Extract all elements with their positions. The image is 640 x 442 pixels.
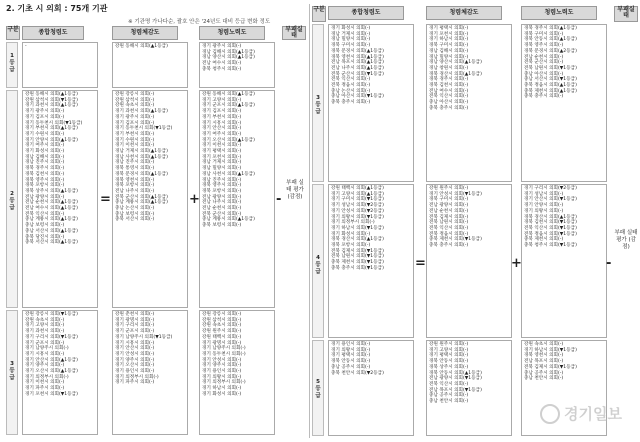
council-entry: 전남 광양시 의회(▼1등급) — [429, 376, 482, 382]
council-entry: 전남 순천시 의회(-) — [429, 208, 469, 214]
council-entry: 충북 천안시 의회(▼2등급) — [331, 370, 384, 376]
council-entry: 전남 순천시 의회(-) — [524, 54, 564, 60]
council-entry: 전남 광양시 의회(-) — [25, 194, 65, 200]
council-entry: 경기 의왕시 의회(-) — [331, 347, 371, 353]
minus-sign-right: - — [606, 256, 612, 271]
council-entry: 충북 정읍시 의회(▲1등급) — [524, 83, 577, 89]
council-entry: 경북 영천시 의회(-) — [115, 177, 155, 183]
header-experience-right: 청렴체감도 — [426, 6, 502, 20]
council-entry: 강원 동해시 의회(▲1등급) — [25, 92, 78, 97]
council-entry: 강원 강릉시 의회(-) — [202, 312, 242, 317]
council-entry: 경남 밀양시 의회(-) — [202, 166, 242, 172]
council-entry: 경기 파주시 의회(-) — [25, 386, 65, 392]
council-entry: 경기 군포시 의회(-) — [25, 340, 65, 346]
council-entry: 충남 아산시 의회(-) — [429, 100, 469, 106]
header-category-right: 구분 — [312, 6, 326, 22]
header-corruption-right: 부패실태 — [614, 6, 638, 22]
council-entry: 경북 김천시 의회(-) — [25, 171, 65, 177]
council-entry: 경남 거제시 의회(▲1등급) — [115, 149, 168, 155]
council-entry: 충북 청주시 의회(-) — [202, 66, 242, 72]
council-entry: 경북 영주시 의회(-) — [25, 177, 65, 183]
council-entry: 경기 남양주시 의회(-) — [25, 346, 69, 352]
council-entry: 경남 진주시 의회(-) — [202, 177, 242, 183]
council-entry: 강원 속초시 의회(-) — [25, 317, 65, 323]
council-entry: 전남 나주시 의회(-) — [202, 200, 242, 206]
council-entry: 경기 하남시 의회(▼1등급) — [331, 225, 384, 231]
council-entry: 경기 평택시 의회(-) — [331, 353, 371, 359]
council-entry: 경기 화성시 의회(-) — [202, 391, 242, 397]
council-entry: 경기 양주시 의회(-) — [202, 363, 242, 369]
council-entry: 경기 이천시 의회(-) — [115, 143, 155, 149]
council-entry: 경기 수원시 의회(-) — [25, 131, 65, 137]
council-entry: 경북 김천시 의회(▼1등급) — [524, 220, 577, 226]
council-entry: 충남 공주시 의회(-) — [429, 393, 469, 399]
corruption-penalty-label: 부패 실태 평가 (감점) — [286, 180, 304, 200]
council-entry: 전남 광양시 의회(-) — [202, 194, 242, 200]
council-entry: 경기 성남시 의회(-) — [524, 191, 564, 197]
council-entry: 경기 화성시 의회(-) — [25, 149, 65, 155]
council-entry: 경북 구미시 의회(-) — [429, 43, 469, 49]
council-entry: 경기 안산시 의회(-) — [115, 346, 155, 352]
council-entry: 경기 남양주시 의회(▼1등급) — [115, 334, 173, 340]
council-entry: 경기 의정부시 의회(-) — [115, 374, 159, 380]
minus-sign: - — [276, 192, 282, 207]
council-entry: 경북 문경시 의회(▲1등급) — [331, 48, 384, 54]
equals-sign: = — [100, 192, 111, 207]
council-entry: 경남 김해시 의회(-) — [429, 48, 469, 54]
council-entry: 경기 포천시 의회(▼1등급) — [25, 391, 78, 397]
council-entry: 경기 구미시 의회(▼1등급) — [331, 197, 384, 203]
council-entry: 경기 의왕시 의회(-) — [202, 374, 242, 380]
council-entry: 경기 구리시 의회(-) — [115, 323, 155, 329]
council-entry: 전북 군산시 의회(-) — [524, 60, 564, 66]
grade-4-label-right: 4 등급 — [312, 184, 324, 338]
council-entry: 경기 양주시 의회(-) — [115, 357, 155, 363]
council-entry: 경기 시흥시 의회(-) — [202, 120, 242, 126]
council-entry: 충북 충주시 의회(-) — [524, 94, 564, 100]
council-entry: 충북 청주시 의회(▼1등급) — [524, 243, 577, 249]
council-entry: 경기 용인시 의회(-) — [331, 342, 371, 347]
council-entry: 경기 오산시 의회(▲1등급) — [25, 369, 78, 375]
council-entry: 전북 익산시 의회(-) — [429, 225, 469, 231]
council-entry: 경북 경산시 의회(▲1등급) — [524, 214, 577, 220]
council-entry: 경기 포천시 의회(-) — [429, 31, 469, 37]
council-entry: 경기 김포시 의회(-) — [115, 120, 155, 126]
council-entry: 전남 목포시 의회(▼1등급) — [429, 387, 482, 393]
council-entry: 경남 거제시 의회(-) — [331, 31, 371, 37]
council-entry: 강원 동해시 의회(▲1등급) — [115, 44, 168, 49]
panel-divider — [309, 4, 310, 438]
council-entry: 경기 의왕시 의회(▼1등급) — [331, 214, 384, 220]
header-category: 구분 — [6, 26, 20, 40]
council-entry: 경기 군포시 의회(▲1등급) — [202, 103, 255, 109]
left-g1-effort — [199, 42, 275, 88]
council-entry: 경기 이천시 의회(-) — [202, 143, 242, 149]
council-entry: 경기 여주시 의회(-) — [202, 131, 242, 137]
council-entry: 경기 김포시 의회(-) — [202, 109, 242, 115]
council-entry: 경기 용인시 의회(-) — [202, 369, 242, 375]
council-entry: 충남 아산시 의회(▼1등급) — [331, 94, 384, 100]
council-entry: 경기 용인시 의회(-) — [115, 369, 155, 375]
left-g2-comprehensive — [22, 90, 98, 308]
council-entry: 경기 성남시 의회(▼2등급) — [331, 203, 384, 209]
council-entry: 경기 동두천시 의회(▼1등급) — [115, 126, 173, 132]
council-entry: 경기 광명시 의회(-) — [202, 340, 242, 346]
council-entry: 경기 부천시 의회(▲1등급) — [25, 126, 78, 132]
plus-sign: + — [189, 192, 200, 207]
council-entry: 강원 춘천시 의회(-) — [115, 312, 155, 317]
council-entry: 경기 구리시 의회(▼1등급) — [25, 334, 78, 340]
council-entry: 경남 김해시 의회(▲1등급) — [202, 49, 255, 55]
council-entry: 충남 천안시 의회(-) — [524, 376, 564, 382]
council-entry: 전북 김제시 의회(-) — [429, 214, 469, 220]
left-g2-effort — [199, 90, 275, 308]
council-entry: 경남 김해시 의회(-) — [25, 154, 65, 160]
council-entry: 경남 창원시 의회(-) — [429, 65, 469, 71]
right-g4-experience — [426, 184, 512, 338]
council-entry: 경남 양산시 의회(▲1등급) — [202, 55, 255, 61]
council-entry: 전북 군산시 의회(-) — [202, 211, 242, 217]
council-entry: 충남 천안시 의회(-) — [429, 399, 469, 405]
council-entry: 경기 시흥시 의회(-) — [115, 340, 155, 346]
left-g3-experience — [112, 310, 188, 435]
council-entry: 경남 진주시 의회(-) — [115, 160, 155, 166]
council-entry: 전북 김제시 의회(▼1등급) — [331, 248, 384, 254]
council-entry: 충북 충주시 의회(▼1등급) — [331, 265, 384, 271]
council-entry: 전북 익산시 의회(-) — [429, 381, 469, 387]
council-entry: 전북 정읍시 의회(▼1등급) — [524, 231, 577, 237]
council-entry: 경기 안양시 의회(▲1등급) — [25, 137, 78, 143]
plus-sign-right: + — [511, 256, 522, 271]
header-comprehensive-right: 종합청렴도 — [328, 6, 404, 20]
council-entry: 전북 정읍시 의회(-) — [331, 83, 371, 89]
header-comprehensive: 종합청렴도 — [22, 26, 84, 40]
council-entry: 경기 부천시 의회(-) — [202, 114, 242, 120]
council-entry: 강원 원주시 의회(-) — [429, 186, 469, 191]
council-entry: 강원 강릉시 의회(-) — [115, 92, 155, 97]
council-entry: 경남 진주시 의회(-) — [25, 160, 65, 166]
council-entry: 강원 속초시 의회(-) — [524, 342, 564, 347]
left-g1-experience — [112, 42, 188, 88]
left-g3-comprehensive — [22, 310, 98, 435]
council-entry: 경남 양산시 의회(▲1등급) — [429, 60, 482, 66]
council-entry: 경기 광주시 의회(-) — [115, 114, 155, 120]
council-entry: 경기 안산시 의회(▼1등급) — [524, 197, 577, 203]
council-entry: 경북 안동시 의회(▲1등급) — [524, 37, 577, 43]
right-g5-experience — [426, 340, 512, 436]
council-entry: 경기 과천시 의회(▲1등급) — [25, 103, 78, 109]
council-entry: 경북 포항시 의회(-) — [25, 183, 65, 189]
council-entry: 경기 고양시 의회(-) — [429, 347, 469, 353]
council-entry: 전북 남원시 의회(▼1등급) — [524, 65, 577, 71]
council-entry: 강원 삼척시 의회(-) — [202, 317, 242, 323]
council-entry: 경북 상주시 의회(-) — [429, 364, 469, 370]
council-entry: 경북 구미시 의회(-) — [429, 197, 469, 203]
council-entry: 경남 밀양시 의회(-) — [331, 37, 371, 43]
council-entry: 경기 안성시 의회(-) — [115, 351, 155, 357]
council-entry: 경기 군포시 의회(-) — [115, 329, 155, 335]
council-entry: 경기 고양시 의회(-) — [25, 323, 65, 329]
council-entry: 경북 경주시 의회(-) — [25, 166, 65, 172]
council-entry: 경기 안산시 의회(-) — [202, 126, 242, 132]
council-entry: 강원 원주시 의회(-) — [202, 329, 242, 335]
council-entry: 충북 제천시 의회(▼1등급) — [429, 237, 482, 243]
council-entry: 경북 경주시 의회(▲1등급) — [524, 26, 577, 31]
council-entry: 전남 나주시 의회(▲1등급) — [331, 65, 384, 71]
council-entry: 전북 익산시 의회(-) — [25, 211, 65, 217]
council-entry: 경기 광명시 의회(-) — [115, 317, 155, 323]
council-entry: 전북 정읍시 의회(-) — [429, 231, 469, 237]
left-g3-effort — [199, 310, 275, 435]
council-entry: 경남 사천시 의회(▲1등급) — [202, 171, 255, 177]
council-entry: 경기 의왕시 의회(-) — [524, 208, 564, 214]
council-entry: 경북 영주시 의회(-) — [524, 43, 564, 49]
council-entry: 경기 화성시 의회(-) — [331, 231, 371, 237]
grade-3-label: 3 등급 — [6, 310, 18, 435]
council-entry: 경기 하남시 의회(▼1등급) — [524, 347, 577, 353]
council-entry: 경남 거제시 의회(-) — [202, 160, 242, 166]
council-entry: 경기 수원시 의회(-) — [115, 137, 155, 143]
council-entry: 전북 남원시 의회(-) — [429, 220, 469, 226]
council-entry: 경기 양주시 의회(-) — [25, 363, 65, 369]
council-entry: 충북 서산시 의회(▲1등급) — [25, 240, 78, 246]
council-entry: 전남 순천시 의회(▲1등급) — [25, 200, 78, 206]
council-entry: 충북 제천시 의회(-) — [524, 237, 564, 243]
council-entry: 강원 동해시 의회(▲1등급) — [202, 92, 255, 97]
council-entry: 경기 안산시 의회(▲1등급) — [25, 357, 78, 363]
council-entry: 충남 서산시 의회(▼1등급) — [524, 77, 577, 83]
council-entry: 경남 사천시 의회(▲1등급) — [115, 154, 168, 160]
council-entry: 전북 군산시 의회(▼1등급) — [331, 71, 384, 77]
council-entry: 충남 계룡시 의회(▲1등급) — [25, 217, 78, 223]
right-g4-comprehensive — [328, 184, 414, 338]
council-entry: 충북 충주시 의회(-) — [429, 243, 469, 249]
right-g3-experience — [426, 24, 512, 182]
council-entry: 경기 광주시 의회(-) — [25, 109, 65, 115]
council-entry: 경기 포천시 의회(-) — [202, 154, 242, 160]
council-entry: 전북 김제시 의회(▼1등급) — [524, 364, 577, 370]
council-entry: 강원 강릉시 의회(▼1등급) — [25, 312, 78, 317]
council-entry: 전남 여수시 의회(-) — [429, 88, 469, 94]
council-entry: 경북 문경시 의회(▲1등급) — [115, 171, 168, 177]
council-entry: 경기 동두천시 의회(▼1등급) — [25, 120, 83, 126]
watermark-logo — [540, 403, 622, 424]
corruption-penalty-label-right: 부패 실태 평가 (감점) — [614, 230, 638, 250]
council-entry: 전북 군산시 의회(▲1등급) — [115, 194, 168, 200]
council-entry: - — [25, 44, 27, 49]
header-experience: 청렴체감도 — [112, 26, 178, 40]
council-entry: 경북 구미시 의회(-) — [331, 43, 371, 49]
council-entry: 경북 영천시 의회(-) — [524, 353, 564, 359]
council-entry: 전남 여수시 의회(▲1등급) — [25, 206, 78, 212]
council-entry: 경기 의정부시 의회(-) — [202, 380, 246, 386]
council-entry: 경기 오산시 의회(-) — [115, 363, 155, 369]
right-g3-effort — [521, 24, 607, 182]
council-entry: 강원 원주시 의회(-) — [429, 342, 469, 347]
council-entry: 충남 논산시 의회(-) — [331, 88, 371, 94]
council-entry: 경기 이천시 의회(-) — [25, 380, 65, 386]
grade-2-label: 2 등급 — [6, 90, 18, 308]
council-entry: 충북 제천시 의회(▲1등급) — [524, 88, 577, 94]
council-entry: 전북 남원시 의회(▼1등급) — [331, 254, 384, 260]
council-entry: 전남 광양시 의회(-) — [429, 203, 469, 209]
council-entry: 전남 목포시 의회(▲1등급) — [331, 60, 384, 66]
council-entry: 경기 시흥시 의회(-) — [25, 351, 65, 357]
council-entry: 충북 충주시 의회(-) — [429, 105, 469, 111]
council-entry: 강원 삼척시 의회(-) — [115, 97, 155, 103]
council-entry: 충남 공주시 의회(-) — [331, 364, 371, 370]
council-entry: 경남 밀양시 의회(-) — [429, 54, 469, 60]
council-entry: 충북 서산시 의회(-) — [115, 217, 155, 223]
council-entry: 전남 여수시 의회(-) — [202, 61, 242, 67]
header-effort: 청렴노력도 — [199, 26, 265, 40]
council-entry: 충남 논산시 의회(-) — [115, 206, 155, 212]
council-entry: 충남 보령시 의회(-) — [115, 211, 155, 217]
council-entry: 경기 하남시 의회(-) — [429, 37, 469, 43]
council-entry: 경기 김포시 의회(-) — [25, 114, 65, 120]
council-entry: 경기 오산시 의회(▲1등급) — [202, 137, 255, 143]
council-entry: 경북 영주시 의회(-) — [202, 183, 242, 189]
council-entry: 경북 포항시 의회(-) — [331, 243, 371, 249]
council-entry: 전남 나주시 의회(-) — [115, 188, 155, 194]
council-entry: 경기 안성시 의회(▼1등급) — [429, 191, 482, 197]
right-g5-comprehensive — [328, 340, 414, 436]
equals-sign-right: = — [415, 256, 426, 271]
watermark-circle-icon — [540, 404, 560, 424]
grade-1-label: 1 등급 — [6, 42, 18, 88]
council-entry: 경기 부천시 의회(-) — [115, 131, 155, 137]
council-entry: 경기 구리시 의회(▼2등급) — [524, 186, 577, 191]
council-entry: 경북 안동시 의회(▲1등급) — [429, 370, 482, 376]
right-g4-effort — [521, 184, 607, 338]
council-entry: 충남 서산시 의회(▲1등급) — [25, 228, 78, 234]
header-effort-right: 청렴노력도 — [521, 6, 597, 20]
council-entry: 전북 익산시 의회(-) — [429, 94, 469, 100]
council-entry: 경기 하남시 의회(-) — [202, 386, 242, 392]
left-g2-experience — [112, 90, 188, 308]
council-entry: 경기 여주시 의회(-) — [25, 143, 65, 149]
council-entry: 충남 계룡시 의회(▲1등급) — [115, 200, 168, 206]
header-corruption: 부패실태 — [282, 26, 306, 40]
council-entry: 충북 당진시 의회(-) — [25, 234, 65, 240]
watermark-text: 경기일보 — [564, 405, 622, 423]
council-entry: 경기 안성시 의회(-) — [202, 357, 242, 363]
council-entry: 충남 공주시 의회(-) — [524, 370, 564, 376]
council-entry: 경기 고양시 의회(-) — [202, 97, 242, 103]
council-entry: 경기 안성시 의회(▼2등급) — [331, 208, 384, 214]
council-entry: 경북 구미시 의회(-) — [524, 31, 564, 37]
council-entry: 경기 고양시 의회(▲1등급) — [331, 191, 384, 197]
council-entry: 경기 평택시 의회(-) — [429, 26, 469, 31]
council-entry: 경기 의정부시 의회(-) — [25, 374, 69, 380]
council-entry: 강원 삼척시 의회(▼1등급) — [25, 97, 78, 103]
council-entry: 경북 영천시 의회(▲1등급) — [331, 54, 384, 60]
council-entry: 경북 경산시 의회(▲1등급) — [331, 237, 384, 243]
council-entry: 경북 문경시 의회(▲2등급) — [524, 48, 577, 54]
council-entry: 경기 동두천시 의회(-) — [202, 351, 246, 357]
council-entry: 전남 목포시 의회(-) — [524, 359, 564, 365]
council-entry: 경북 안동시 의회(-) — [429, 359, 469, 365]
council-entry: 경기 파주시 의회(-) — [115, 380, 155, 386]
council-entry: 전남 순천시 의회(-) — [202, 206, 242, 212]
council-entry: 경기 평택시 의회(-) — [429, 353, 469, 359]
council-entry: 전북 익산시 의회(▼1등급) — [524, 225, 577, 231]
council-entry: 강원 태백시 의회(▲1등급) — [331, 186, 384, 191]
council-entry: 충북 제천시 의회(▼1등급) — [331, 260, 384, 266]
council-entry: 경기 화성시 의회(-) — [331, 26, 371, 31]
council-entry: 경기 과천시 의회(▲1등급) — [115, 109, 168, 115]
council-entry: 강원 속초시 의회(-) — [115, 103, 155, 109]
council-entry: 강원 태백시 의회(-) — [202, 334, 242, 340]
council-entry: 경기 평택시 의회(-) — [202, 149, 242, 155]
council-entry: 충남 보령시 의회(-) — [25, 223, 65, 229]
council-entry: 경기 의정부시 의회(-) — [331, 220, 375, 226]
council-entry: 경북 경주시 의회(-) — [429, 77, 469, 83]
council-entry: 경북 안동시 의회(-) — [331, 359, 371, 365]
council-entry: 경북 통영시 의회(-) — [115, 166, 155, 172]
council-entry: 경기 과천시 의회(-) — [25, 329, 65, 335]
council-entry: 경북 경산시 의회(▲1등급) — [429, 71, 482, 77]
grade-5-label-right: 5 등급 — [312, 340, 324, 436]
sort-note: ※ 기관명 가나다순, 괄호 안은 '24년도 대비 등급 변화 정도 — [128, 19, 271, 25]
council-entry: 경기 남양주시 의회(-) — [202, 346, 246, 352]
council-entry: 충북 보령시 의회(-) — [202, 223, 242, 229]
council-entry: 충남 계룡시 의회(▲1등급) — [202, 217, 255, 223]
council-entry: 경북 김천시 의회(-) — [429, 83, 469, 89]
council-entry: 충북 충주시 의회(-) — [331, 100, 371, 106]
council-entry: 경기 안양시 의회(-) — [524, 203, 564, 209]
page-title: 2. 기초 시 의회 : 75개 기관 — [6, 4, 108, 13]
council-entry: 경기 광주시 의회(-) — [202, 44, 242, 49]
council-entry: 경북 포항시 의회(-) — [202, 188, 242, 194]
council-entry: 경북 포항시 의회(-) — [115, 183, 155, 189]
council-entry: 충남 아산시 의회(-) — [524, 71, 564, 77]
left-g1-comprehensive — [22, 42, 98, 88]
council-entry: 강원 속초시 의회(-) — [202, 323, 242, 329]
right-g3-comprehensive — [328, 24, 414, 182]
council-entry: 경북 상주시 의회(▲1등급) — [25, 188, 78, 194]
council-entry: 전북 익산시 의회(-) — [331, 77, 371, 83]
grade-3-label-right: 3 등급 — [312, 24, 324, 182]
